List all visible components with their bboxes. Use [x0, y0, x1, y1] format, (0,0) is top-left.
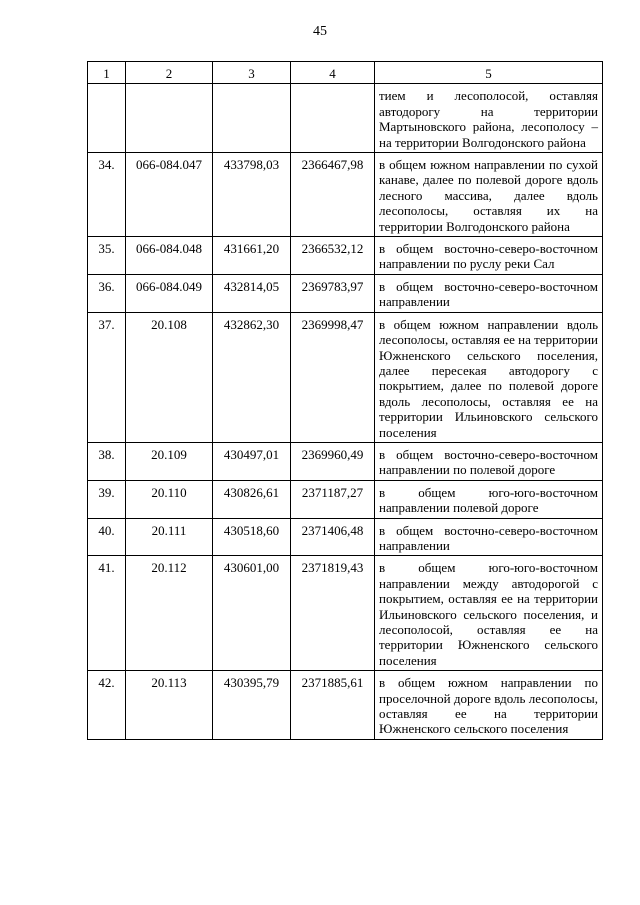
row-number-cell: 42.: [88, 671, 126, 740]
y-coordinate-cell: 2371187,27: [291, 480, 375, 518]
y-coordinate-cell: 2371406,48: [291, 518, 375, 556]
x-coordinate-cell: [213, 84, 291, 153]
description-cell: в общем юго-юго-восточном направлении между автодорогой с покрытием, оставляя ее на территории Ильиновского сельского поселения, и лесополосой, оставляя ее на территории Южненского сельского поселения: [375, 556, 603, 671]
y-coordinate-cell: [291, 84, 375, 153]
column-header: 3: [213, 62, 291, 84]
description-cell: в общем восточно-северо-восточном направлении по руслу реки Сал: [375, 237, 603, 275]
x-coordinate-cell: 430826,61: [213, 480, 291, 518]
x-coordinate-cell: 430395,79: [213, 671, 291, 740]
table-row: [88, 84, 603, 153]
x-coordinate-cell: 433798,03: [213, 153, 291, 237]
row-number-cell: 34.: [88, 153, 126, 237]
column-header: 4: [291, 62, 375, 84]
table-row: [88, 518, 603, 556]
table-row: [88, 237, 603, 275]
point-code-cell: 20.112: [126, 556, 213, 671]
row-number-cell: 35.: [88, 237, 126, 275]
description-cell: в общем восточно-северо-восточном направлении: [375, 274, 603, 312]
table-row: [88, 312, 603, 442]
y-coordinate-cell: 2366532,12: [291, 237, 375, 275]
row-number-cell: 41.: [88, 556, 126, 671]
y-coordinate-cell: 2369998,47: [291, 312, 375, 442]
x-coordinate-cell: 430518,60: [213, 518, 291, 556]
x-coordinate-cell: 430601,00: [213, 556, 291, 671]
point-code-cell: 066-084.049: [126, 274, 213, 312]
table-header-row: [88, 62, 603, 84]
table-row: [88, 442, 603, 480]
row-number-cell: 38.: [88, 442, 126, 480]
point-code-cell: 066-084.047: [126, 153, 213, 237]
boundary-table: [87, 61, 603, 740]
row-number-cell: 36.: [88, 274, 126, 312]
y-coordinate-cell: 2366467,98: [291, 153, 375, 237]
point-code-cell: 20.111: [126, 518, 213, 556]
description-cell: в общем южном направлении вдоль лесополосы, оставляя ее на территории Южненского сельского поселения, далее пересекая автодорогу с покрытием, далее по полевой дороге вдоль лесополосы, оставляя ее на территории Ильиновского сельского поселения: [375, 312, 603, 442]
table-row: [88, 671, 603, 740]
description-cell: в общем юго-юго-восточном направлении полевой дороге: [375, 480, 603, 518]
table-row: [88, 153, 603, 237]
y-coordinate-cell: 2369783,97: [291, 274, 375, 312]
x-coordinate-cell: 431661,20: [213, 237, 291, 275]
y-coordinate-cell: 2371885,61: [291, 671, 375, 740]
point-code-cell: 20.108: [126, 312, 213, 442]
description-cell: в общем южном направлении по сухой канаве, далее по полевой дороге вдоль лесного массива, далее вдоль лесополосы, оставляя их на территории Волгодонского района: [375, 153, 603, 237]
column-header: 1: [88, 62, 126, 84]
y-coordinate-cell: 2371819,43: [291, 556, 375, 671]
table-row: [88, 274, 603, 312]
row-number-cell: 39.: [88, 480, 126, 518]
table-row: [88, 556, 603, 671]
description-cell: тием и лесополосой, оставляя автодорогу на территории Мартыновского района, лесополосу – на территории Волгодонского района: [375, 84, 603, 153]
column-header: 5: [375, 62, 603, 84]
point-code-cell: [126, 84, 213, 153]
description-cell: в общем восточно-северо-восточном направлении по полевой дороге: [375, 442, 603, 480]
x-coordinate-cell: 432814,05: [213, 274, 291, 312]
row-number-cell: [88, 84, 126, 153]
point-code-cell: 20.113: [126, 671, 213, 740]
x-coordinate-cell: 432862,30: [213, 312, 291, 442]
description-cell: в общем южном направлении по проселочной дороге вдоль лесополосы, оставляя ее на территории Южненского сельского поселения: [375, 671, 603, 740]
point-code-cell: 20.109: [126, 442, 213, 480]
y-coordinate-cell: 2369960,49: [291, 442, 375, 480]
description-cell: в общем восточно-северо-восточном направлении: [375, 518, 603, 556]
table-row: [88, 480, 603, 518]
page-number: 45: [313, 24, 327, 39]
row-number-cell: 37.: [88, 312, 126, 442]
x-coordinate-cell: 430497,01: [213, 442, 291, 480]
point-code-cell: 20.110: [126, 480, 213, 518]
column-header: 2: [126, 62, 213, 84]
point-code-cell: 066-084.048: [126, 237, 213, 275]
row-number-cell: 40.: [88, 518, 126, 556]
